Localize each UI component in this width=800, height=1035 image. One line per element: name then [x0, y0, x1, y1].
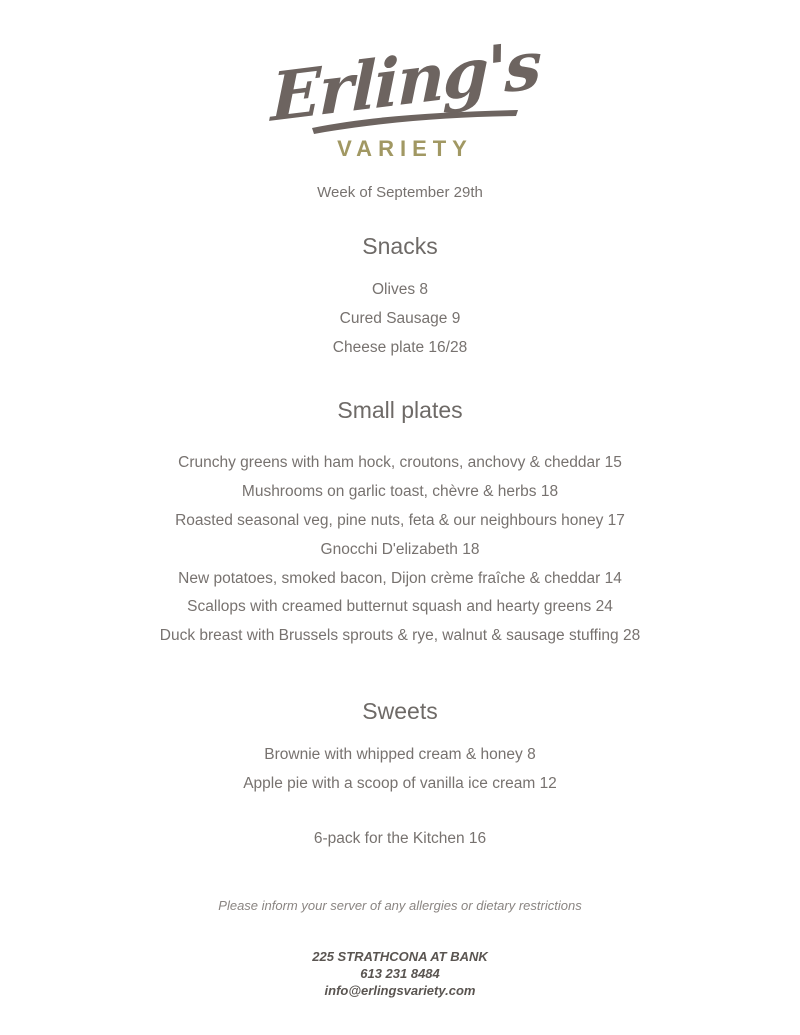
menu-item: Cheese plate 16/28 — [332, 339, 468, 356]
menu-item: Scallops with creamed butternut squash and hearty greens 24 — [187, 598, 613, 615]
footer-phone: 613 231 8484 — [360, 966, 440, 981]
menu-item: Apple pie with a scoop of vanilla ice cream 12 — [243, 775, 557, 792]
menu-week: Week of September 29th — [317, 184, 483, 201]
footer-email[interactable]: info@erlingsvariety.com — [324, 983, 476, 998]
menu-item: Roasted seasonal veg, pine nuts, feta & our neighbours honey 17 — [175, 512, 625, 529]
section-title-snacks: Snacks — [362, 233, 438, 259]
erlings-variety-logo — [270, 25, 541, 166]
menu-item-six-pack: 6-pack for the Kitchen 16 — [313, 830, 487, 847]
section-title-sweets: Sweets — [362, 698, 438, 724]
menu-item: Brownie with whipped cream & honey 8 — [264, 746, 536, 763]
menu-item: Duck breast with Brussels sprouts & rye, walnut & sausage stuffing 28 — [159, 627, 641, 644]
allergy-note: Please inform your server of any allergies or dietary restrictions — [218, 898, 582, 913]
menu-item: Cured Sausage 9 — [339, 310, 461, 327]
logo-script-text: Erling's — [270, 25, 541, 137]
menu-item: Gnocchi D'elizabeth 18 — [320, 541, 480, 558]
logo-swoosh — [310, 106, 520, 136]
footer-address: 225 STRATHCONA AT BANK — [312, 949, 488, 964]
menu-item: Crunchy greens with ham hock, croutons, anchovy & cheddar 15 — [178, 454, 622, 471]
menu-item: New potatoes, smoked bacon, Dijon crème fraîche & cheddar 14 — [178, 570, 622, 587]
logo-subtitle: VARIETY — [337, 136, 473, 161]
section-title-small-plates: Small plates — [337, 397, 463, 423]
menu-item: Olives 8 — [372, 281, 428, 298]
menu-item: Mushrooms on garlic toast, chèvre & herbs 18 — [241, 483, 559, 500]
